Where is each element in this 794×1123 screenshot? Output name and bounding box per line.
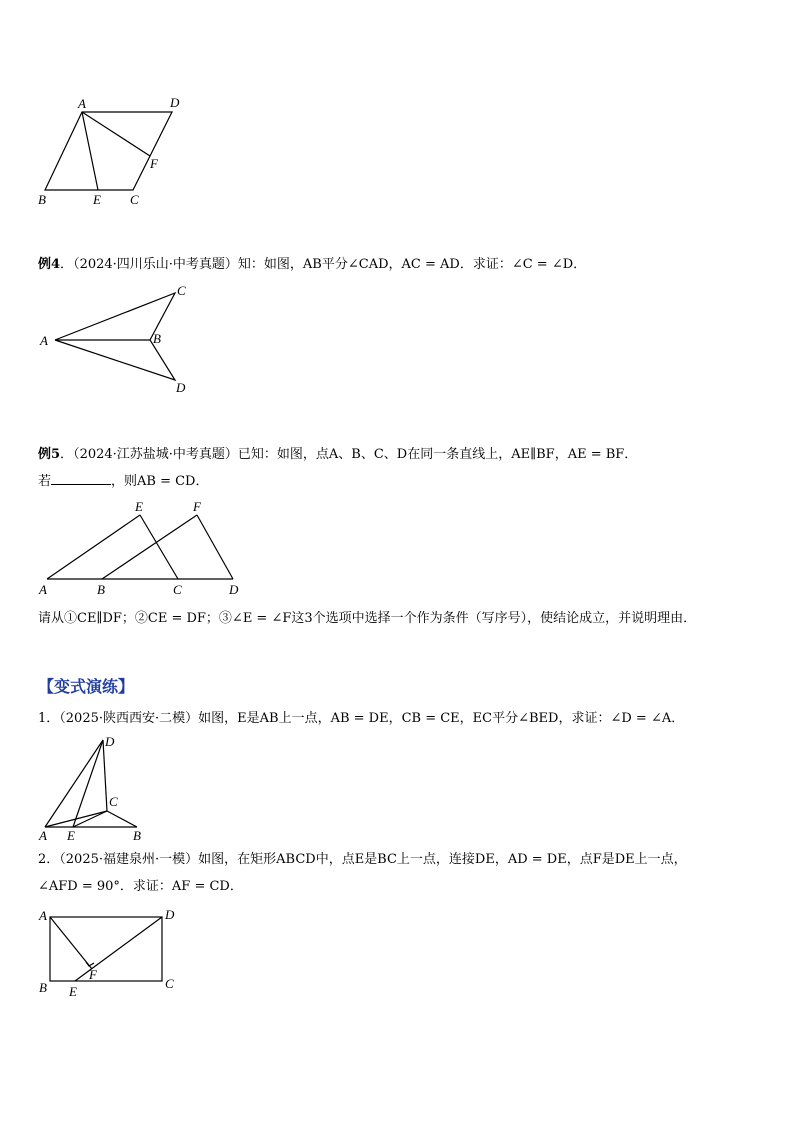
variant-1-number: 1．: [38, 711, 60, 726]
segment-af: [82, 112, 150, 156]
segment-fd: [197, 515, 233, 579]
example-5-if: 若: [38, 474, 52, 489]
variant-2-number: 2．: [38, 852, 60, 867]
figure-example-4: [35, 280, 205, 400]
label-f: F: [150, 156, 158, 171]
variant-2-statement-line-2: ∠AFD = 90°．求证：AF = CD．: [38, 879, 243, 894]
label-b: B: [38, 192, 46, 207]
segment-dc: [103, 740, 107, 811]
example-5-number: 例5: [38, 447, 61, 462]
figure-parallelogram: [30, 90, 210, 215]
example-4-text: 知：如图，AB平分∠CAD，AC = AD．求证：∠C = ∠D．: [237, 257, 587, 272]
figure-variant-1: [35, 733, 155, 845]
label-a: A: [39, 582, 47, 597]
segment-ec: [140, 515, 178, 579]
label-e: E: [135, 499, 143, 514]
label-e: E: [67, 828, 75, 843]
parallelogram-abcd: [45, 112, 172, 190]
segment-af: [50, 917, 92, 969]
answer-blank[interactable]: [51, 472, 111, 485]
variant-2-source: （2025·福建泉州·一模）: [59, 852, 199, 867]
example-5-condition: [38, 472, 208, 491]
label-d: D: [105, 734, 115, 749]
segment-ae: [47, 515, 140, 579]
figure-variant-2: [35, 902, 185, 1002]
example-5-conclusion: ，则AB = CD．: [111, 474, 209, 489]
label-e: E: [93, 192, 101, 207]
variant-1-statement: [38, 710, 684, 728]
example-5-text: 已知：如图，点A、B、C、D在同一条直线上，AE∥BF，AE = BF．: [237, 447, 638, 462]
label-b: B: [97, 582, 105, 597]
label-a: A: [39, 828, 47, 843]
example-4-statement: 例4．（2024·四川乐山·中考真题）知：如图，AB平分∠CAD，AC = AD．求证：∠C = ∠D．: [38, 257, 587, 272]
label-d: D: [165, 907, 175, 922]
segment-cb: [107, 811, 137, 827]
example-5-statement: 例5．（2024·江苏盐城·中考真题）已知：如图，点A、B、C、D在同一条直线上，AE∥BF，AE = BF．: [38, 447, 638, 462]
segment-bf: [102, 515, 197, 579]
label-a: A: [40, 333, 48, 348]
label-b: B: [153, 331, 161, 346]
segment-ae: [82, 112, 98, 190]
label-e: E: [69, 984, 77, 999]
label-d: D: [229, 582, 239, 597]
label-c: C: [165, 976, 174, 991]
label-a: A: [78, 96, 86, 111]
label-f: F: [193, 499, 201, 514]
label-a: A: [39, 908, 47, 923]
example-4-source: （2024·四川乐山·中考真题）: [73, 257, 238, 272]
variant-1-text: 如图，E是AB上一点，AB = DE，CB = CE，EC平分∠BED，求证：∠D = ∠A．: [198, 711, 685, 726]
figure-example-5: [35, 495, 255, 600]
segment-ed: [73, 740, 103, 827]
label-c: C: [177, 283, 186, 298]
label-c: C: [130, 192, 139, 207]
label-c: C: [109, 794, 118, 809]
label-d: D: [170, 95, 180, 110]
variant-1-source: （2025·陕西西安·二模）: [59, 711, 199, 726]
label-c: C: [173, 582, 182, 597]
label-b: B: [133, 828, 141, 843]
label-d: D: [176, 380, 186, 395]
example-4-number: 例4: [38, 257, 61, 272]
label-b: B: [39, 980, 47, 995]
rectangle-abcd: [50, 917, 162, 981]
example-5-source: （2024·江苏盐城·中考真题）: [73, 447, 238, 462]
section-title: 【变式演练】: [38, 677, 135, 696]
label-f: F: [89, 967, 97, 982]
variant-2-text: 如图，在矩形ABCD中，点E是BC上一点，连接DE，AD = DE，点F是DE上一点，: [198, 852, 687, 867]
variant-2-statement: [38, 851, 687, 869]
example-5-question: 请从①CE∥DF；②CE = DF；③∠E = ∠F这3个选项中选择一个作为条件（写序号），使结论成立，并说明理由．: [38, 611, 697, 626]
